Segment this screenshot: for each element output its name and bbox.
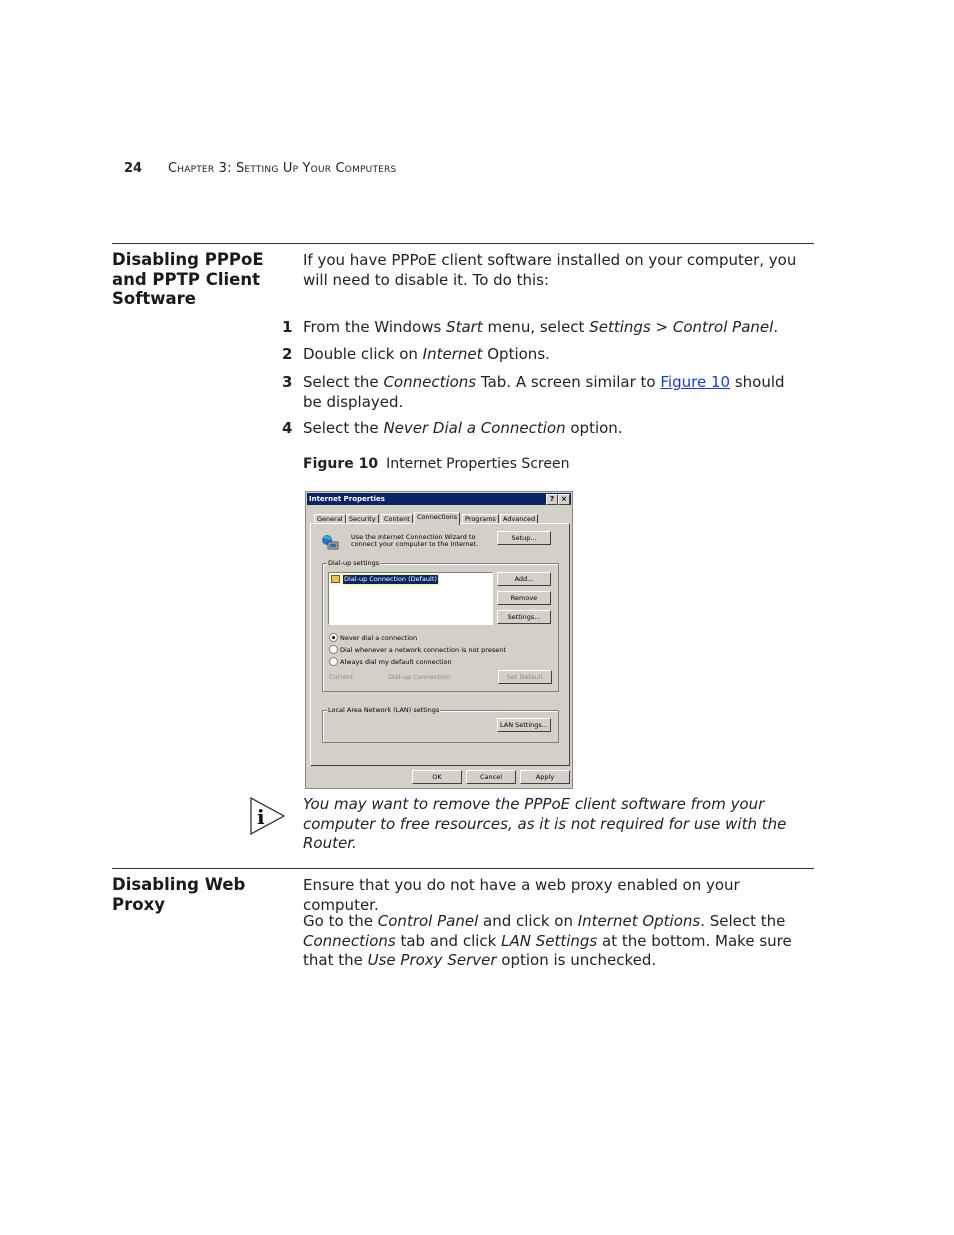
internet-wizard-icon xyxy=(321,534,339,552)
dialup-connection-icon xyxy=(331,575,340,583)
page-number: 24 xyxy=(124,161,143,176)
section-heading-pppoe: Disabling PPPoE and PPTP Client Software xyxy=(112,250,264,308)
set-default-button[interactable]: Set Default xyxy=(498,670,552,684)
add-button[interactable]: Add... xyxy=(497,572,551,586)
tab-programs[interactable]: Programs xyxy=(462,514,499,524)
tab-advanced[interactable]: Advanced xyxy=(500,514,538,524)
radio-dial-whenever[interactable] xyxy=(329,645,338,654)
dialup-settings-group xyxy=(322,559,559,692)
step-number: 4 xyxy=(282,419,293,437)
radio-label: Always dial my default connection xyxy=(340,658,452,666)
connections-panel xyxy=(310,523,570,766)
tab-connections[interactable]: Connections xyxy=(414,512,460,525)
lan-settings-button[interactable]: LAN Settings... xyxy=(497,718,551,732)
dialog-titlebar xyxy=(307,493,571,505)
radio-label: Dial whenever a network connection is not present xyxy=(340,646,506,654)
remove-button[interactable]: Remove xyxy=(497,591,551,605)
note-text: You may want to remove the PPPoE client software from your computer to free resources, as it is not required for use with the Router. xyxy=(303,795,787,852)
web-proxy-paragraph-1: Ensure that you do not have a web proxy enabled on your computer. xyxy=(303,876,740,914)
settings-button[interactable]: Settings... xyxy=(497,610,551,624)
ok-button[interactable]: OK xyxy=(412,770,462,784)
section-divider xyxy=(112,243,814,244)
internet-properties-dialog xyxy=(305,491,573,789)
step-number: 3 xyxy=(282,373,293,391)
lan-settings-group xyxy=(322,706,559,743)
step-text: From the Windows Start menu, select Settings > Control Panel. xyxy=(303,318,779,336)
figure-caption: Figure 10 Internet Properties Screen xyxy=(303,456,570,472)
wizard-text-line2: connect your computer to the Internet. xyxy=(351,540,479,548)
figure-10-link[interactable]: Figure 10 xyxy=(660,373,731,391)
close-button[interactable]: × xyxy=(558,494,570,505)
chapter-title: Chapter 3: Setting Up Your Computers xyxy=(168,161,397,176)
help-button[interactable]: ? xyxy=(546,494,558,505)
tab-general[interactable]: General xyxy=(314,514,346,524)
current-label: Current xyxy=(329,673,354,681)
intro-paragraph: If you have PPPoE client software installed on your computer, you will need to disable it. To do this: xyxy=(303,251,797,289)
step-text: Select the Connections Tab. A screen similar to Figure 10 should be displayed. xyxy=(303,373,785,411)
web-proxy-paragraph-2: Go to the Control Panel and click on Internet Options. Select the Connections tab and click LAN Settings at the bottom. Make sure that the Use Proxy Server option is unchecked. xyxy=(303,912,792,969)
step-text: Double click on Internet Options. xyxy=(303,345,550,363)
dialog-title: Internet Properties xyxy=(309,495,385,503)
setup-button[interactable]: Setup... xyxy=(497,531,551,545)
tab-content[interactable]: Content xyxy=(381,514,413,524)
tab-security[interactable]: Security xyxy=(346,514,379,524)
radio-label: Never dial a connection xyxy=(340,634,418,642)
dialup-list-item[interactable]: Dial-up Connection (Default) xyxy=(344,575,437,583)
wizard-text-line1: Use the Internet Connection Wizard to xyxy=(351,533,476,541)
info-note-icon xyxy=(250,797,286,835)
apply-button[interactable]: Apply xyxy=(520,770,570,784)
dialup-group-label: Dial-up settings xyxy=(328,559,380,567)
radio-never-dial[interactable] xyxy=(329,633,338,642)
lan-group-label: Local Area Network (LAN) settings xyxy=(328,706,440,714)
step-number: 2 xyxy=(282,345,293,363)
step-number: 1 xyxy=(282,318,293,336)
section-divider xyxy=(112,868,814,869)
cancel-button[interactable]: Cancel xyxy=(466,770,516,784)
step-text: Select the Never Dial a Connection option. xyxy=(303,419,623,437)
svg-text:i: i xyxy=(257,805,265,829)
section-heading-web-proxy: Disabling Web Proxy xyxy=(112,875,246,914)
current-value: Dial-up Connection xyxy=(388,673,451,681)
radio-always-dial[interactable] xyxy=(329,657,338,666)
dialup-connection-list[interactable] xyxy=(328,572,493,625)
